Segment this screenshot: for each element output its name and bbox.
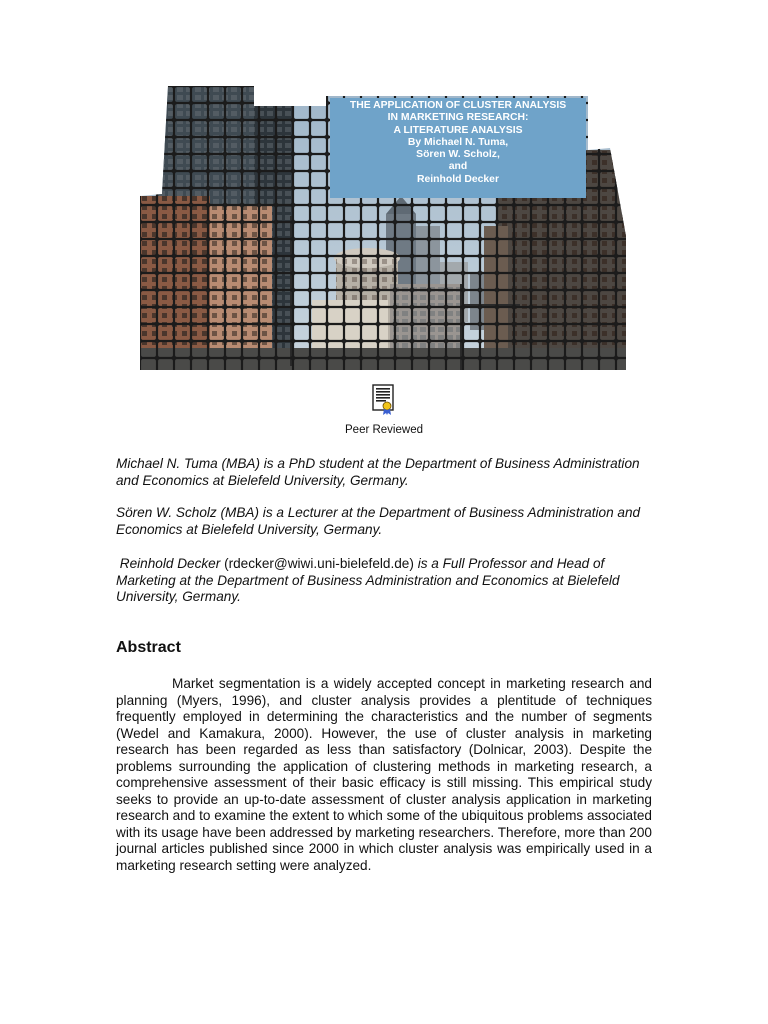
cover-title-line: A LITERATURE ANALYSIS — [393, 124, 523, 136]
cover-author-line: Sören W. Scholz, — [416, 149, 500, 161]
cover-title-box — [330, 98, 586, 198]
author-bio-tuma: Michael N. Tuma (MBA) is a PhD student at the Department of Business Administration and Economics at Bielefeld University, Germany. — [116, 456, 640, 488]
peer-reviewed-label: Peer Reviewed — [345, 424, 423, 436]
author-bio-decker — [116, 556, 656, 606]
author-bio-text: is a Full Professor and Head of Marketing at the Department of Business Administration and Economics at Bielefeld University, Germany. — [116, 556, 620, 604]
cover-author-line: By Michael N. Tuma, — [407, 136, 509, 148]
author-email: (rdecker@wiwi.uni-bielefeld.de) — [224, 556, 414, 571]
cover-author-line: Reinhold Decker — [417, 173, 499, 185]
abstract-body: Market segmentation is a widely accepted concept in marketing research and planning (Myers, 1996), and cluster analysis provides a plentitude of techniques frequently employed in determining the characteristics and the number of segments (Wedel and Kamakura, 2000). However, the use of cluster analysis in marketing research has been regarded as less than satisfactory (Dolnicar, 2003). Despite the problems surrounding the application of clustering methods in marketing research, a comprehensive assessment of their basic efficacy is still missing. This empirical study seeks to provide an up-to-date assessment of cluster analysis application in marketing research and to examine the extent to which some of the ubiquitous problems associated with its usage have been addressed by marketing researchers. Therefore, more than 200 journal articles published since 2000 in which cluster analysis was empirically used in a marketing research setting were analyzed. — [116, 676, 652, 873]
cover-title-line: THE APPLICATION OF CLUSTER ANALYSIS — [349, 100, 567, 111]
certificate-icon — [372, 384, 396, 416]
author-bio-scholz: Sören W. Scholz (MBA) is a Lecturer at the Department of Business Administration and Economics at Bielefeld University, Germany. — [116, 505, 641, 537]
cover-image — [140, 86, 626, 370]
cover-author-line: and — [448, 161, 468, 173]
author-name: Reinhold Decker — [119, 556, 221, 571]
cover-title-line: IN MARKETING RESEARCH: — [387, 112, 529, 124]
abstract-heading: Abstract — [116, 639, 181, 656]
